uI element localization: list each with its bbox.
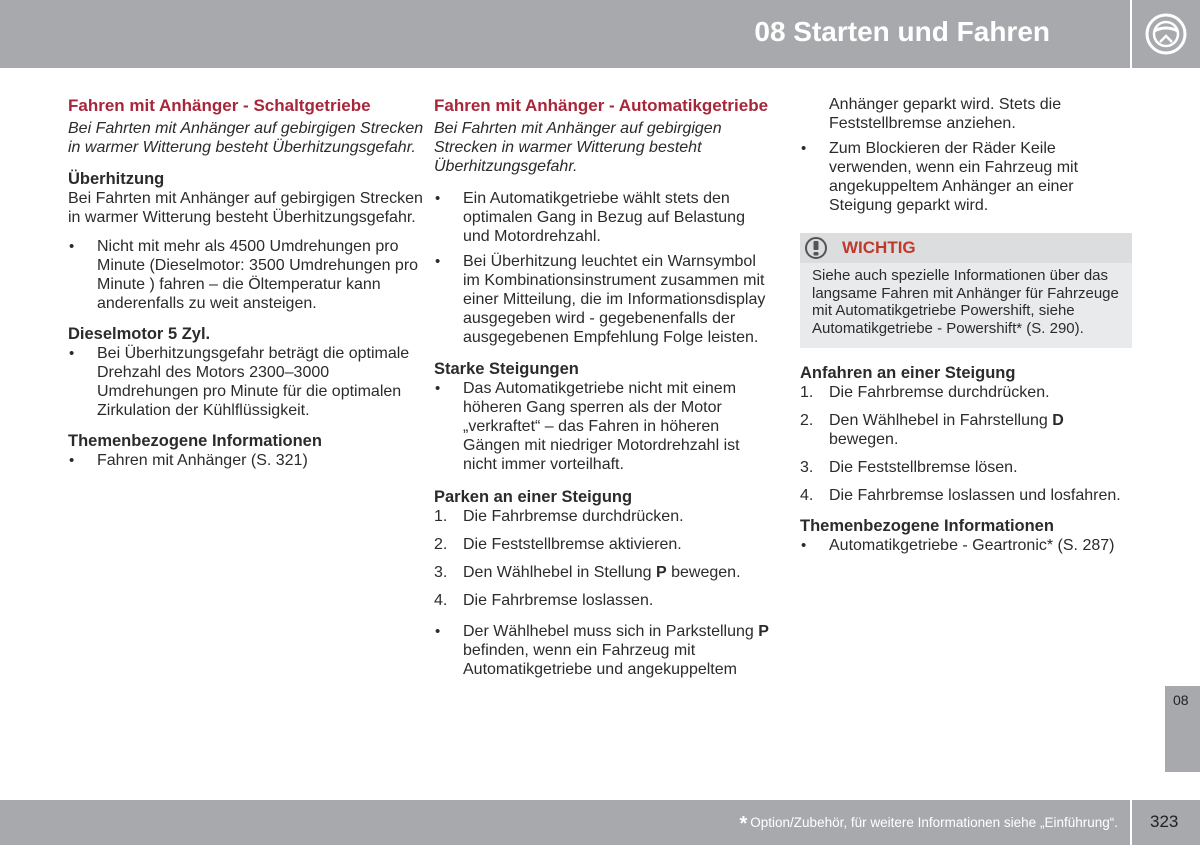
bullet-list bbox=[68, 344, 426, 420]
step-number: 3. bbox=[800, 459, 814, 476]
list-item bbox=[434, 591, 769, 610]
list-item bbox=[434, 622, 769, 679]
bullet-list bbox=[68, 451, 426, 470]
bullet-text: Der Wählhebel muss sich in Parkstellung bbox=[463, 623, 759, 640]
step-text: Die Fahrbremse durchdrücken. bbox=[829, 384, 1050, 401]
step-number: 2. bbox=[434, 536, 448, 553]
list-item: • Nicht mit mehr als 4500 Umdrehungen pro Minute (Dieselmotor: 3500 Umdrehungen pro Minute ) fahren – die Öltemperatur kann anderenfalls zu weit ansteigen. bbox=[68, 237, 426, 313]
warning-header bbox=[800, 233, 1132, 263]
steering-wheel-icon bbox=[1144, 12, 1188, 56]
step-text: Die Fahrbremse loslassen. bbox=[463, 592, 654, 609]
step-text: Den Wählhebel in Stellung bbox=[463, 564, 657, 581]
step-text: Die Fahrbremse durchdrücken. bbox=[463, 508, 684, 525]
footnote-text: Option/Zubehör, für weitere Informationen siehe „Einführung“. bbox=[750, 815, 1118, 830]
step-text: Die Feststellbremse aktivieren. bbox=[463, 536, 682, 553]
numbered-list bbox=[434, 507, 769, 610]
step-number: 1. bbox=[800, 384, 814, 401]
heading-steep-slopes: Starke Steigungen bbox=[434, 360, 579, 378]
footer-bar bbox=[0, 800, 1130, 845]
list-item bbox=[800, 411, 1132, 449]
page-number: 323 bbox=[1150, 812, 1179, 831]
column-1 bbox=[68, 95, 426, 482]
heading-diesel: Dieselmotor 5 Zyl. bbox=[68, 325, 211, 343]
heading-related-info: Themenbezogene Informationen bbox=[68, 432, 322, 450]
warning-text: Siehe auch spezielle Informationen über das langsame Fahren mit Anhänger für Fahrzeuge mit Automatikgetriebe Powershift, siehe Automatikgetriebe - Powershift* (S. 290). bbox=[800, 263, 1132, 348]
footnote-star: * bbox=[739, 813, 748, 835]
list-item: • Bei Überhitzung leuchtet ein Warnsymbol im Kombinationsinstrument zusammen mit einer Mitteilung, die im Informationsdisplay ausgegeben wird - gegebenenfalls der ausgegebenen Empfehlung Folge leisten. bbox=[434, 252, 769, 347]
step-number: 4. bbox=[434, 592, 448, 609]
list-item: • Das Automatikgetriebe nicht mit einem höheren Gang sperren als der Motor „verkraftet“ – das Fahren in höheren Gängen mit niedriger Motordrehzahl ist nicht immer vorteilhaft. bbox=[434, 379, 769, 474]
list-item: • Ein Automatikgetriebe wählt stets den optimalen Gang in Bezug auf Belastung und Motordrehzahl. bbox=[434, 189, 769, 246]
step-number: 2. bbox=[800, 412, 814, 429]
bullet-list bbox=[434, 189, 769, 347]
chapter-icon-box bbox=[1132, 0, 1200, 68]
heading-overheating: Überhitzung bbox=[68, 170, 165, 188]
heading-parking-slope: Parken an einer Steigung bbox=[434, 488, 633, 506]
column-2 bbox=[434, 95, 769, 691]
footnote bbox=[739, 813, 1118, 836]
related-link[interactable]: • Automatikgetriebe - Geartronic* (S. 287) bbox=[800, 536, 1132, 555]
warning-title: WICHTIG bbox=[842, 238, 916, 257]
list-item: • Bei Überhitzungsgefahr beträgt die optimale Drehzahl des Motors 2300–3000 Umdrehungen pro Minute für die optimalen Zirkulation der Kühlflüssigkeit. bbox=[68, 344, 426, 420]
step-number: 4. bbox=[800, 487, 814, 504]
bullet-list bbox=[800, 139, 1132, 215]
section-title-manual: Fahren mit Anhänger - Schaltgetriebe bbox=[68, 96, 371, 115]
step-text: bewegen. bbox=[829, 431, 899, 448]
chapter-header-bar bbox=[0, 0, 1130, 68]
overheating-text: Bei Fahrten mit Anhänger auf gebirgigen Strecken in warmer Witterung besteht Überhitzungsgefahr. bbox=[68, 190, 423, 226]
bullet-list bbox=[434, 379, 769, 474]
heading-related-info: Themenbezogene Informationen bbox=[800, 517, 1054, 535]
bullet-list bbox=[68, 237, 426, 313]
step-text: bewegen. bbox=[666, 564, 741, 581]
list-item bbox=[434, 563, 769, 582]
list-item bbox=[434, 535, 769, 554]
side-tab-label: 08 bbox=[1173, 692, 1189, 708]
page-number-box bbox=[1132, 800, 1200, 845]
warning-box bbox=[800, 233, 1132, 348]
heading-hill-start: Anfahren an einer Steigung bbox=[800, 364, 1016, 382]
section-title-automatic: Fahren mit Anhänger - Automatikgetriebe bbox=[434, 96, 769, 115]
step-number: 3. bbox=[434, 564, 448, 581]
step-number: 1. bbox=[434, 508, 448, 525]
bullet-list bbox=[800, 536, 1132, 555]
list-item bbox=[800, 383, 1132, 402]
bullet-text: befinden, wenn ein Fahrzeug mit Automatikgetriebe und angekuppeltem bbox=[463, 642, 737, 678]
gear-label: P bbox=[656, 564, 667, 581]
list-item: • Zum Blockieren der Räder Keile verwenden, wenn ein Fahrzeug mit angekuppeltem Anhänger an einer Steigung geparkt wird. bbox=[800, 139, 1132, 215]
list-item bbox=[800, 458, 1132, 477]
bullet-list bbox=[434, 622, 769, 679]
gear-label: P bbox=[758, 623, 769, 640]
chapter-side-tab[interactable] bbox=[1165, 686, 1200, 772]
column-3 bbox=[800, 95, 1132, 567]
step-text: Die Fahrbremse loslassen und losfahren. bbox=[829, 487, 1121, 504]
gear-label: D bbox=[1052, 412, 1064, 429]
chapter-title: 08 Starten und Fahren bbox=[754, 16, 1050, 47]
related-link[interactable]: • Fahren mit Anhänger (S. 321) bbox=[68, 451, 426, 470]
list-item bbox=[800, 486, 1132, 505]
step-text: Die Feststellbremse lösen. bbox=[829, 459, 1018, 476]
intro-text: Bei Fahrten mit Anhänger auf gebirgigen Strecken in warmer Witterung besteht Überhitzungsgefahr. bbox=[434, 120, 722, 175]
continued-text: Anhänger geparkt wird. Stets die Feststellbremse anziehen. bbox=[829, 96, 1062, 132]
numbered-list bbox=[800, 383, 1132, 505]
step-text: Den Wählhebel in Fahrstellung bbox=[829, 412, 1053, 429]
exclamation-icon bbox=[804, 236, 828, 260]
list-item bbox=[434, 507, 769, 526]
intro-text: Bei Fahrten mit Anhänger auf gebirgigen Strecken in warmer Witterung besteht Überhitzungsgefahr. bbox=[68, 120, 424, 156]
